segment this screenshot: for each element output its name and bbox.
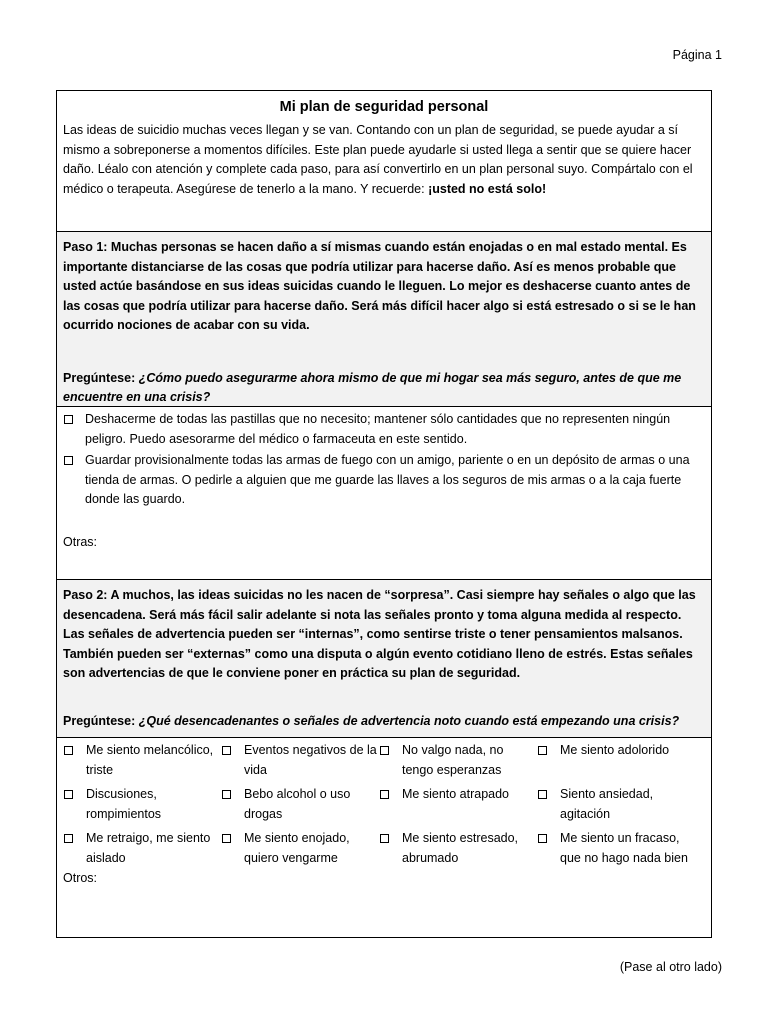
step2-text: Paso 2: A muchos, las ideas suicidas no les nacen de “sorpresa”. Casi siempre hay señales o algo que las desencadena. Será más fácil salir adelante si nota las señales pronto y toma alguna medida al respecto. Las señales de advertencia pueden ser “internas”, como sentirse triste o tener pensamientos malsanos. También pueden ser “externas” como una disputa o algún evento cotidiano lleno de estrés. Estas señales son advertencias de que le conviene poner en práctica su plan de seguridad.: [63, 588, 696, 680]
step1-option[interactable]: [63, 410, 705, 449]
option-label: Me siento enojado, quiero vengarme: [244, 831, 350, 865]
option-label: Me siento un fracaso, que no hago nada bien: [560, 831, 688, 865]
checkbox[interactable]: [380, 834, 389, 843]
step1-ask-question: ¿Cómo puedo asegurarme ahora mismo de que mi hogar sea más seguro, antes de que me encuentre en una crisis?: [63, 370, 682, 404]
warning-signs-grid: [63, 741, 705, 868]
step1-option[interactable]: [63, 451, 705, 510]
checkbox[interactable]: [222, 834, 231, 843]
intro-section: [57, 91, 711, 232]
step1-ask-label: Pregúntese:: [63, 370, 139, 385]
step2-ask-question: ¿Qué desencadenantes o señales de advertencia noto cuando está empezando una crisis?: [138, 713, 680, 728]
checkbox[interactable]: [538, 834, 547, 843]
step1-section: [57, 232, 711, 407]
page-number: Página 1: [672, 48, 722, 62]
warning-sign-option[interactable]: [221, 741, 379, 780]
step2-section: [57, 580, 711, 738]
checkbox[interactable]: [538, 746, 547, 755]
option-label: Me siento atrapado: [402, 787, 510, 801]
step1-text: Paso 1: Muchas personas se hacen daño a sí mismas cuando están enojadas o en mal estado mental. Es importante distanciarse de las cosas que podría utilizar para hacerse daño. Así es menos probable que usted actúe basándose en sus ideas suicidas cuando le lleguen. Lo mejor es deshacerse cuanto antes de las cosas que podría utilizar para hacerse daño. Será más difícil hacer algo si está estresado o si se le han ocurrido nociones de acabar con su vida.: [63, 240, 696, 332]
step2-other-label[interactable]: Otros:: [63, 871, 98, 885]
option-label: Eventos negativos de la vida: [244, 743, 377, 777]
option-label: Me retraigo, me siento aislado: [86, 831, 211, 865]
safety-plan-form: [56, 90, 712, 938]
intro-paragraph: [63, 121, 705, 199]
step2-question: [63, 712, 705, 732]
turn-over-note: (Pase al otro lado): [619, 960, 722, 974]
option-label: Me siento estresado, abrumado: [402, 831, 519, 865]
intro-text: Las ideas de suicidio muchas veces llegan y se van. Contando con un plan de seguridad, se puede ayudar a sí mismo a sobreponerse a momentos difíciles. Este plan puede ayudarle si usted llega a sentir que se quiere hacer daño. Léalo con atención y complete cada paso, para así convertirlo en un plan personal suyo. Compártalo con el médico o terapeuta. Asegúrese de tenerlo a la mano. Y recuerde:: [63, 123, 693, 196]
warning-sign-option[interactable]: [221, 829, 379, 868]
checkbox[interactable]: [64, 456, 73, 465]
warning-sign-option[interactable]: [221, 785, 379, 824]
step1-options: [57, 407, 711, 580]
checkbox[interactable]: [64, 746, 73, 755]
page-title: Mi plan de seguridad personal: [279, 99, 489, 115]
option-label: Me siento adolorido: [560, 743, 670, 757]
warning-sign-option[interactable]: [537, 741, 695, 780]
warning-sign-option[interactable]: [379, 829, 537, 868]
checkbox[interactable]: [64, 790, 73, 799]
checkbox[interactable]: [64, 834, 73, 843]
step1-other-label[interactable]: Otras:: [63, 534, 98, 549]
checkbox[interactable]: [380, 746, 389, 755]
option-label: Siento ansiedad, agitación: [560, 787, 654, 821]
warning-sign-option[interactable]: [537, 785, 695, 824]
warning-sign-option[interactable]: [379, 785, 537, 824]
step1-question: [63, 369, 705, 408]
checkbox[interactable]: [222, 790, 231, 799]
checkbox[interactable]: [64, 415, 73, 424]
option-label: Guardar provisionalmente todas las armas de fuego con un amigo, pariente o en un depósito de armas o una tienda de armas. O pedirle a alguien que me guarde las llaves a los seguros de mis armas o a la caja fuerte donde las guardo.: [85, 453, 690, 506]
option-label: Discusiones, rompimientos: [86, 787, 162, 821]
step2-ask-label: Pregúntese:: [63, 713, 139, 728]
checkbox[interactable]: [538, 790, 547, 799]
warning-sign-option[interactable]: [63, 785, 221, 824]
intro-emphasis: ¡usted no está solo!: [428, 181, 547, 196]
option-label: Bebo alcohol o uso drogas: [244, 787, 351, 821]
option-label: Me siento melancólico, triste: [86, 743, 214, 777]
step2-options: [57, 738, 711, 889]
option-label: Deshacerme de todas las pastillas que no necesito; mantener sólo cantidades que no representen ningún peligro. Puedo asesorarme del médico o farmaceuta en este sentido.: [85, 412, 671, 446]
warning-sign-option[interactable]: [379, 741, 537, 780]
checkbox[interactable]: [380, 790, 389, 799]
checkbox[interactable]: [222, 746, 231, 755]
warning-sign-option[interactable]: [537, 829, 695, 868]
option-label: No valgo nada, no tengo esperanzas: [402, 743, 504, 777]
warning-sign-option[interactable]: [63, 741, 221, 780]
warning-sign-option[interactable]: [63, 829, 221, 868]
